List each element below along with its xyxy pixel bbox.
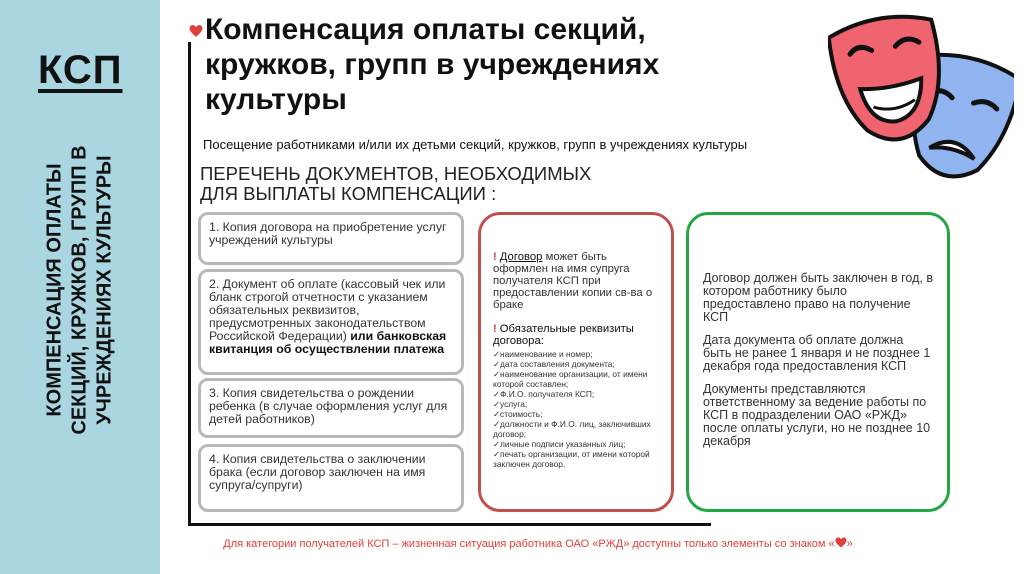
list-item: ✓стоимость; <box>493 409 543 419</box>
list-item: ✓наименование организации, от имени которой составлен; <box>493 369 648 389</box>
theatre-masks-icon <box>828 4 1014 190</box>
deadline-paragraph: Договор должен быть заключен в год, в котором работнику было предоставлено право на получение КСП <box>703 271 933 324</box>
deadline-note-box <box>686 212 950 512</box>
contract-text: может быть оформлен на имя супруга получателя КСП при предоставлении копии св-ва о браке <box>493 251 653 311</box>
list-item: ✓должности и Ф.И.О. лиц, заключивших договор; <box>493 419 651 439</box>
document-item-text: 1. Копия договора на приобретение услуг учреждений культуры <box>209 220 447 247</box>
sidebar-vertical-title: КОМПЕНСАЦИЯ ОПЛАТЫ СЕКЦИЙ, КРУЖКОВ, ГРУПП В УЧРЕЖДЕНИЯХ КУЛЬТУРЫ <box>43 145 116 435</box>
frame-horizontal-line <box>188 523 711 526</box>
documents-heading <box>200 164 591 204</box>
document-item-3 <box>198 378 464 438</box>
list-item: ✓печать организации, от имени которой заключен договор. <box>493 449 650 469</box>
list-item: ✓дата составления документа; <box>493 359 615 369</box>
document-item-text: 4. Копия свидетельства о заключении брака (если договор заключен на имя супруга/супруги) <box>209 452 426 492</box>
document-item-text: 2. Документ об оплате (кассовый чек или бланк строгой отчетности с указанием обязательных реквизитов, предусмотренных законодательством Российской Федерации) <box>209 277 446 343</box>
requisites-title: Обязательные реквизиты договора: <box>493 323 634 347</box>
frame-vertical-line <box>188 42 191 526</box>
deadline-paragraph: Дата документа об оплате должна быть не ранее 1 января и не позднее 1 декабря года предоставления КСП <box>703 333 931 373</box>
list-item: ✓услуга; <box>493 399 528 409</box>
list-item: ✓наименование и номер; <box>493 349 593 359</box>
requisites-list <box>493 349 659 469</box>
sidebar <box>0 0 160 574</box>
page-subtitle: Посещение работниками и/или их детьми секций, кружков, групп в учреждениях культуры <box>203 137 748 152</box>
footer-text-after: » <box>846 538 853 550</box>
document-item-2 <box>198 269 464 375</box>
ksp-logo: КСП <box>38 48 123 92</box>
heart-icon <box>835 537 847 548</box>
document-item-1 <box>198 212 464 265</box>
footer-note <box>188 537 888 550</box>
contract-note <box>493 251 659 311</box>
page-title: Компенсация оплаты секций, кружков, групп в учреждениях культуры <box>205 13 660 116</box>
exclamation-mark: ! <box>493 323 497 335</box>
requisites-title-row <box>493 323 659 347</box>
document-item-bold-text: или банковская квитанция об осуществлении платежа <box>209 329 447 356</box>
list-item: ✓Ф.И.О. получателя КСП; <box>493 389 595 399</box>
list-item: ✓личные подписи указанных лиц; <box>493 439 626 449</box>
documents-heading-line2: ДЛЯ ВЫПЛАТЫ КОМПЕНСАЦИИ : <box>200 183 497 204</box>
deadline-paragraph: Документы представляются ответственному за ведение работы по КСП в подразделении ОАО «РЖД» после оплаты услуги, но не позднее 10 декабря <box>703 382 931 448</box>
contract-note-box <box>478 212 674 512</box>
footer-text-before: Для категории получателей КСП – жизненная ситуация работника ОАО «РЖД» доступны только элементы со знаком « <box>223 538 835 550</box>
document-item-4 <box>198 444 464 512</box>
documents-heading-line1: ПЕРЕЧЕНЬ ДОКУМЕНТОВ, НЕОБХОДИМЫХ <box>200 163 592 184</box>
heart-icon <box>189 24 203 38</box>
exclamation-mark: ! <box>493 251 497 263</box>
contract-label: Договор <box>499 251 543 263</box>
document-item-text: 3. Копия свидетельства о рождении ребенка (в случае оформления услуг для детей работников) <box>209 386 448 426</box>
